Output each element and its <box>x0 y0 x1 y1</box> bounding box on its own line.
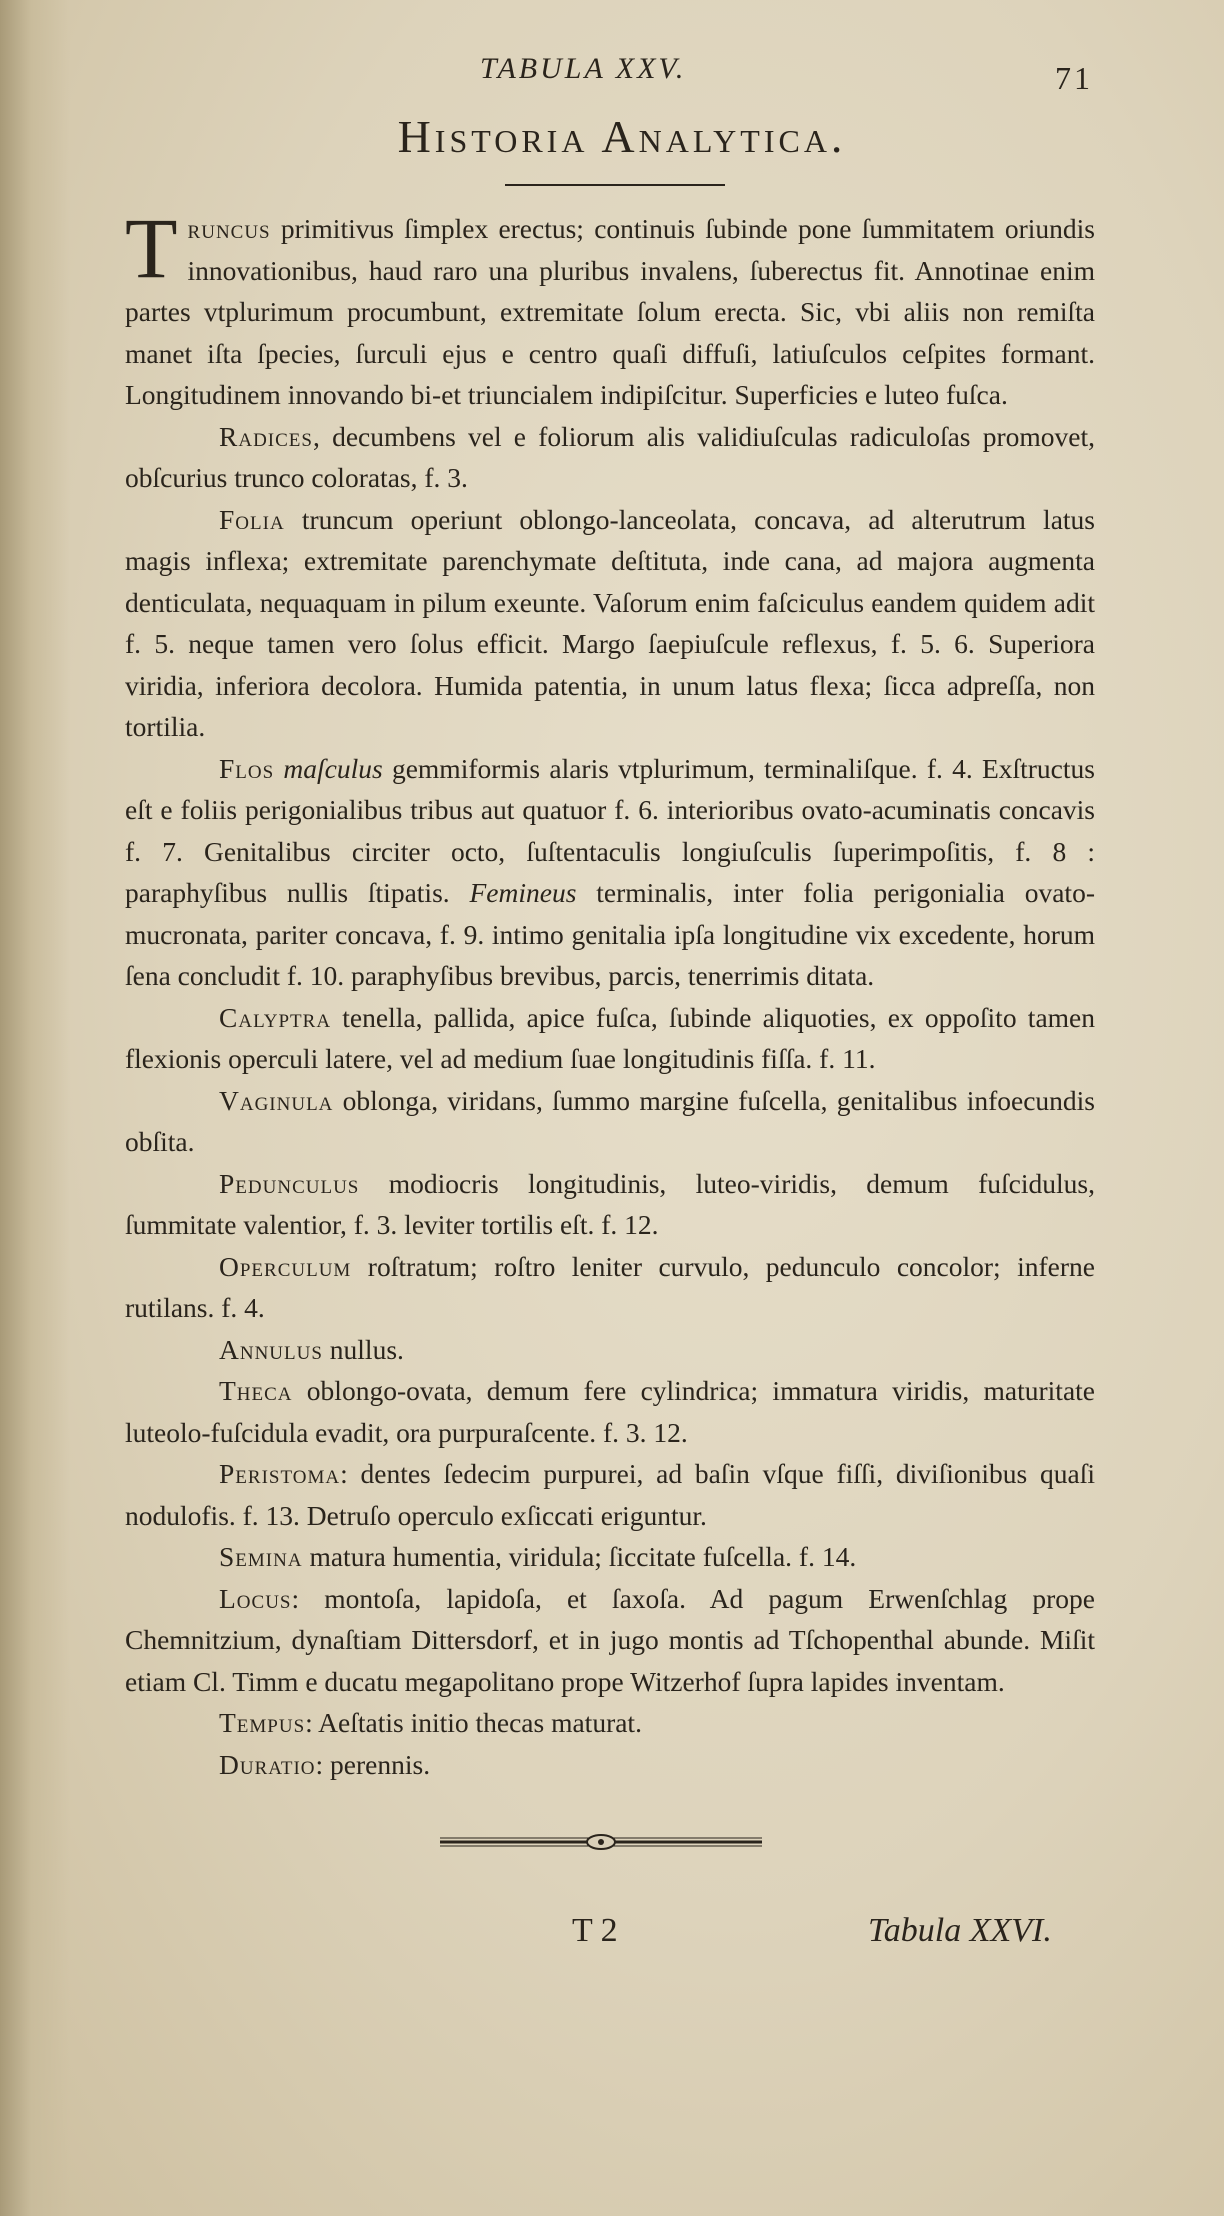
body-text <box>125 200 1095 1785</box>
catchword: Tabula XXVI. <box>868 1912 1052 1949</box>
paragraph-italic: Femineus <box>449 877 577 908</box>
paragraph-folia <box>125 499 1095 748</box>
page-title: Historia Analytica. <box>397 111 847 162</box>
paragraph-head: Locus <box>219 1582 292 1614</box>
paragraph-head: runcus <box>187 213 271 244</box>
paragraph-head: Semina <box>219 1541 303 1572</box>
spine-shadow <box>0 0 70 2216</box>
paragraph-text: : perennis. <box>315 1748 431 1780</box>
paragraph-head: Annulus <box>219 1333 323 1365</box>
paragraph-radices <box>125 416 1095 499</box>
paragraph-operculum <box>125 1246 1095 1329</box>
paragraph-text: oblonga, viridans, ſummo margine fuſcella, genitalibus infoecundis obſita. <box>125 1084 1095 1157</box>
paragraph-truncus <box>125 200 1095 416</box>
paragraph-head: Pedunculus <box>219 1167 360 1199</box>
paragraph-head: Radices <box>219 420 313 452</box>
paragraph-text: matura humentia, viridula; ſiccitate fuſcella. f. 14. <box>302 1541 857 1572</box>
paragraph-annulus <box>125 1329 1095 1371</box>
paragraph-text: : montoſa, lapidoſa, et ſaxoſa. Ad pagum Erwenſchlag prope Chemnitzium, dynaſtiam Dittersdorf, et in jugo montis ad Tſchopenthal abunde. Miſit etiam Cl. Timm e ducatu megapolitano prope Witzerhof ſupra lapides inventam. <box>125 1582 1095 1697</box>
paragraph-text: primitivus ſimplex erectus; continuis ſubinde pone ſummitatem oriundis innovationibus, haud raro una pluribus invalens, ſuberectus fit. Annotinae enim partes vtplurimum procumbunt, extremitate ſolum erecta. Sic, vbi aliis non remiſta manet iſta ſpecies, ſurculi ejus e centro quaſi diffuſi, latiuſculos ceſpites formant. Longitudinem innovando bi-et triuncialem indipiſcitur. Superficies e luteo fuſca. <box>125 213 1095 410</box>
drop-cap: T <box>125 200 178 296</box>
paragraph-head: Peristoma <box>219 1458 341 1489</box>
paragraph-theca <box>125 1370 1095 1453</box>
paragraph-text: roſtratum; roſtro leniter curvulo, pedunculo concolor; inferne rutilans. f. 4. <box>125 1250 1095 1323</box>
title-rule <box>505 184 725 186</box>
paragraph-head: Tempus <box>219 1707 306 1738</box>
paragraph-calyptra <box>125 997 1095 1080</box>
paragraph-peristoma <box>125 1453 1095 1536</box>
paragraph-pedunculus <box>125 1163 1095 1246</box>
running-head-table: TABULA XXV. <box>480 52 687 85</box>
paragraph-head: Folia <box>219 503 285 535</box>
paragraph-text: , decumbens vel e foliorum alis validiuſculas radiculoſas promovet, obſcurius trunco coloratas, f. 3. <box>125 420 1095 493</box>
page-number: 71 <box>1055 60 1093 96</box>
paragraph-flos <box>125 748 1095 997</box>
paragraph-head: Flos <box>219 752 275 784</box>
paragraph-head: Operculum <box>219 1250 352 1282</box>
paragraph-vaginula <box>125 1080 1095 1163</box>
paragraph-text: modiocris longitudinis, luteo-viridis, demum fuſcidulus, ſummitate valentior, f. 3. leviter tortilis eſt. f. 12. <box>125 1167 1095 1240</box>
paragraph-text: tenella, pallida, apice fuſca, ſubinde aliquoties, ex oppoſito tamen flexionis operculi latere, vel ad medium ſuae longitudinis fiſſa. f. 11. <box>125 1001 1095 1074</box>
paragraph-head: Duratio <box>219 1748 316 1780</box>
paragraph-head: Theca <box>219 1375 293 1406</box>
paragraph-text: nullus. <box>322 1333 404 1365</box>
paragraph-text: : dentes ſedecim purpurei, ad baſin vſque fiſſi, diviſionibus quaſi nodulofis. f. 13. Detruſo operculo exſiccati eriguntur. <box>125 1458 1095 1531</box>
paragraph-text: terminalis, inter folia perigonialia ovato-mucronata, pariter concava, f. 9. intimo genitalia ipſa longitudine vix excedente, horum ſena concludit f. 10. paraphyſibus brevibus, parcis, tenerrimis ditata. <box>125 877 1095 991</box>
paragraph-text: oblongo-ovata, demum fere cylindrica; immatura viridis, maturitate luteolo-fuſcidula evadit, ora purpuraſcente. f. 3. 12. <box>125 1375 1095 1448</box>
paragraph-semina <box>125 1536 1095 1578</box>
paragraph-text: truncum operiunt oblongo-lanceolata, concava, ad alterutrum latus magis inflexa; extremitate parenchymate deſtituta, inde cana, ad majora augmenta denticulata, nequaquam in pilum exeunte. Vaſorum enim faſciculus eandem quidem adit f. 5. neque tamen vero ſolus efficit. Margo ſaepiuſcule reflexus, f. 5. 6. Superiora viridia, inferiora decolora. Humida patentia, in unum latus flexa; ſicca adpreſſa, non tortilia. <box>125 503 1095 742</box>
paragraph-text: : Aeſtatis initio thecas maturat. <box>305 1707 642 1738</box>
paragraph-head: Calyptra <box>219 1001 332 1033</box>
signature-mark: T 2 <box>572 1912 618 1949</box>
paragraph-tempus <box>125 1702 1095 1744</box>
paragraph-text: gemmiformis alaris vtplurimum, terminaliſque. f. 4. Exſtructus eſt e foliis perigonialibus tribus aut quatuor f. 6. interioribus ovato-acuminatis concavis f. 7. Genitalibus circiter octo, ſuſtentaculis longiuſculis ſuperimpoſitis, f. 8 : paraphyſibus nullis ſtipatis. <box>125 752 1095 908</box>
paragraph-head: Vaginula <box>219 1084 334 1116</box>
paragraph-locus <box>125 1578 1095 1703</box>
paragraph-italic: maſculus <box>274 752 383 784</box>
tailpiece-ornament <box>440 1832 762 1852</box>
paragraph-duratio <box>125 1744 1095 1786</box>
